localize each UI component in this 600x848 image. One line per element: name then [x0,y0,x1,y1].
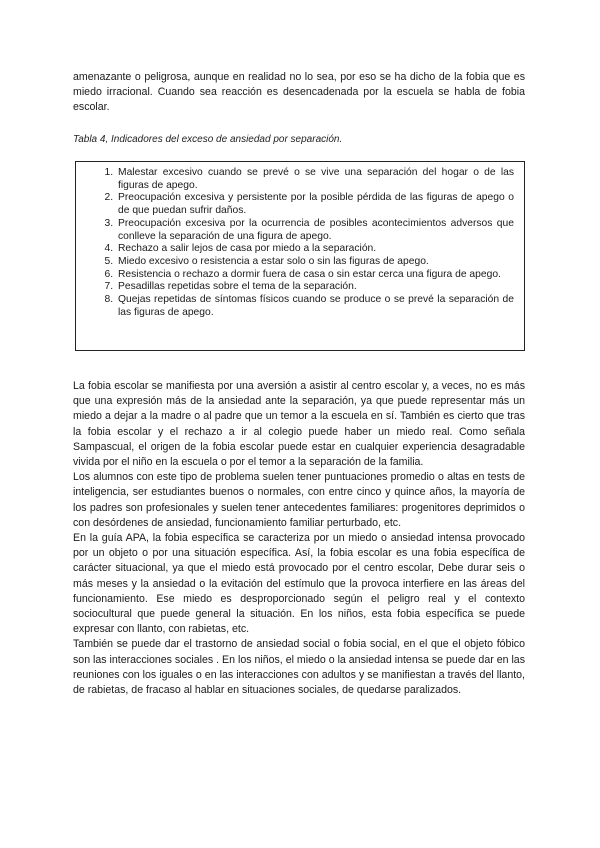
indicator-item: 4. Rechazo a salir lejos de casa por miedo a la separación. [116,243,514,256]
indicators-list [94,167,514,319]
indicator-item: 3. Preocupación excesiva por la ocurrencia de posibles acontecimientos adversos que conlleve la separación de una figura de apego. [116,218,514,243]
indicator-item: 5. Miedo excesivo o resistencia a estar solo o sin las figuras de apego. [116,256,514,269]
table-caption: Tabla 4, Indicadores del exceso de ansiedad por separación. [73,134,343,145]
document-page [73,70,525,698]
indicator-item: 7. Pesadillas repetidas sobre el tema de la separación. [116,281,514,294]
body-paragraph: También se puede dar el trastorno de ansiedad social o fobia social, en el que el objeto fóbico son las interacciones sociales . En los niños, el miedo o la ansiedad intensa se puede dar en las reuniones con los iguales o en las interacciones con adultos y se manifiestan a través del llanto, de rabietas, de fracaso al hablar en situaciones sociales, de quedarse paralizados. [73,638,525,697]
body-paragraph: Los alumnos con este tipo de problema suelen tener puntuaciones promedio o altas en tests de inteligencia, ser estudiantes buenos o normales, con entre cinco y quince años, la mayoría de los padres son profesionales y suelen tener antecedentes familiares: progenitores deprimidos o con desórdenes de ansiedad, funcionamiento familiar perturbado, etc. [73,471,525,529]
indicator-item: 8. Quejas repetidas de síntomas físicos cuando se produce o se prevé la separación de las figuras de apego. [116,294,514,319]
indicators-table [75,161,525,351]
body-text [73,379,525,698]
body-paragraph: En la guía APA, la fobia específica se caracteriza por un miedo o ansiedad intensa provocado por un objeto o por una situación específica. Así, la fobia escolar es una fobia específica de carácter situacional, ya que el miedo está provocado por el centro escolar, Debe durar seis o más meses y la ansiedad o la evitación del estímulo que la provoca interfiere en las áreas del funcionamiento. Ese miedo es desproporcionado según el peligro real y el contexto sociocultural que puede general la situación. En los niños, esta fobia específica se puede expresar con llanto, con rabietas, etc. [73,532,525,636]
indicator-item: 6. Resistencia o rechazo a dormir fuera de casa o sin estar cerca una figura de apego. [116,269,514,282]
indicator-item: 2. Preocupación excesiva y persistente por la posible pérdida de las figuras de apego o de que puedan sufrir daños. [116,192,514,217]
body-paragraph: La fobia escolar se manifiesta por una aversión a asistir al centro escolar y, a veces, no es más que una expresión más de la ansiedad ante la separación, ya que puede representar más un miedo a dejar a la madre o al padre que un temor a la escuela en sí. También es cierto que tras la fobia escolar y el rechazo a ir al colegio puede haber un miedo real. Como señala Sampascual, el origen de la fobia escolar puede estar en cualquier experiencia desagradable vivida por el niño en la escuela o por el temor a la separación de la familia. [73,380,525,469]
indicator-item: 1. Malestar excesivo cuando se prevé o se vive una separación del hogar o de las figuras de apego. [116,167,514,192]
intro-paragraph: amenazante o peligrosa, aunque en realidad no lo sea, por eso se ha dicho de la fobia que es miedo irracional. Cuando sea reacción es desencadenada por la escuela se habla de fobia escolar. [73,71,525,113]
